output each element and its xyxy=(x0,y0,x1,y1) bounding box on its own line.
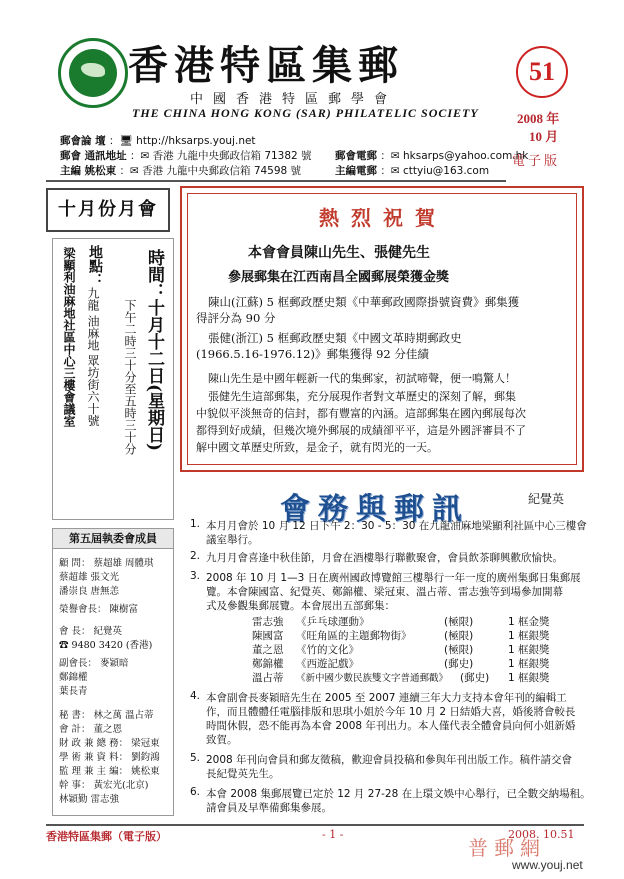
email-value[interactable]: hksarps@yahoo.com.hk xyxy=(402,150,529,162)
meeting-place-2: 梁顯利油麻地社區中心三樓會議室 xyxy=(62,247,76,427)
news-item-number: 2. xyxy=(190,550,201,562)
exhibitor-name: 董之恩 xyxy=(252,644,284,656)
editor-row xyxy=(60,163,301,178)
news-item-text: 本會副會長麥穎暗先生在 2005 至 2007 連續三年大力支持本會年刊的編輯工 xyxy=(206,692,567,704)
committee-line: 顧 問： 蔡超雄 周體琪 xyxy=(59,558,154,569)
exhibit-title: 《西遊記戲》 xyxy=(296,658,359,670)
committee-line: ☎ 9480 3420 (香港) xyxy=(59,640,153,651)
committee-box xyxy=(52,528,174,816)
news-item-number: 4. xyxy=(190,690,201,702)
forum-row xyxy=(60,133,256,148)
news-item-text: 本會 2008 集郵展覽已定於 12 月 27-28 在上環文娛中心舉行，已全數交納場租。 xyxy=(206,788,591,800)
meeting-date: 十月十二日(星期日) xyxy=(144,299,164,452)
exhibit-title: 《新中國少數民族雙文字普通郵戳》 xyxy=(296,673,449,684)
exhibit-award: 1 框銀獎 xyxy=(508,658,550,670)
exhibit-award: 1 框銀獎 xyxy=(508,644,550,656)
news-item-number: 6. xyxy=(190,786,201,798)
entry-chen-line2: 得評分為 90 分 xyxy=(196,311,276,325)
committee-line: 榮譽會長： 陳樹富 xyxy=(59,604,139,615)
committee-line: 潘崇良 唐無恙 xyxy=(59,586,120,597)
congrats-para2: 中貌似平淡無奇的信封，都有豐富的內涵。這部郵集在國內郵展每次 xyxy=(196,407,526,420)
email-icon: ：✉ xyxy=(380,165,403,177)
exhibitor-name: 陳國富 xyxy=(252,630,284,642)
exhibitor-name: 溫占蒂 xyxy=(252,672,284,684)
exhibit-title: 《竹的文化》 xyxy=(296,644,359,656)
congrats-para2: 解中國文革歷史所致，是金子，就有閃光的一天。 xyxy=(196,441,438,454)
editor-email-row xyxy=(335,163,489,178)
footer-publication: 香港特區集郵（電子版） xyxy=(46,830,167,843)
header-divider xyxy=(46,180,506,182)
address-row xyxy=(60,148,312,163)
issue-month: 10 月 xyxy=(529,129,559,144)
exhibit-type: (極限) xyxy=(444,630,474,642)
issue-number-badge: 51 xyxy=(516,46,568,98)
footer-issue: 2008. 10.51 xyxy=(508,828,575,841)
address-value: 香港 九龍中央郵政信箱 71382 號 xyxy=(152,150,312,162)
news-item-text: 九月月會喜逢中秋佳節，月會在酒樓舉行聯歡聚會，會員飲茶聊興歡欣愉快。 xyxy=(206,552,563,564)
committee-line: 林穎勤 雷志強 xyxy=(59,794,120,805)
email-icon: ：✉ xyxy=(380,150,403,162)
news-item-text: 請會員及早準備郵集參展。 xyxy=(206,802,332,814)
committee-line: 監 理 兼 主 編： 姚松東 xyxy=(59,766,160,777)
meeting-hours: 下午二時三十分至五時三十分 xyxy=(123,299,137,455)
entry-chen-line1: 陳山(江蘇) 5 框郵政歷史類《中華郵政國際掛號資費》郵集獲 xyxy=(208,295,520,309)
masthead-subtitle-en: THE CHINA HONG KONG (SAR) PHILATELIC SOCIETY xyxy=(132,106,479,120)
editor-email-value[interactable]: cttyiu@163.com xyxy=(402,165,490,177)
monthly-meeting-title: 十月份月會 xyxy=(46,188,170,232)
congrats-para2: 都得到好成績，但幾次境外郵展的成績卻平平，這是外國評審員不了 xyxy=(196,424,526,437)
mail-icon: ：✉ xyxy=(119,165,143,177)
exhibitor-name: 雷志強 xyxy=(252,616,284,628)
monthly-meeting-box xyxy=(52,238,174,520)
site-watermark: 普郵網 xyxy=(468,836,546,860)
monitor-icon: ：🖥 xyxy=(109,135,137,147)
editor-address: 香港 九龍中央郵政信箱 74598 號 xyxy=(142,165,302,177)
exhibit-award: 1 框金獎 xyxy=(508,616,550,628)
news-section-title: 會務與郵訊 xyxy=(280,492,470,527)
exhibitor-name: 鄭錦權 xyxy=(252,658,284,670)
congrats-para2: 張健先生這部郵集，充分展現作者對文革歷史的深刻了解，郵集 xyxy=(208,390,516,403)
time-label: 時間： xyxy=(144,249,164,300)
news-item-text: 2008 年刊向會員和郵友徵稿，歡迎會員投稿和參與年刊出版工作。稿件請交會 xyxy=(206,754,573,766)
committee-line: 會 長： 紀覺英 xyxy=(59,626,123,637)
entry-zhang-line1: 張健(浙江) 5 框郵政歷史類《中國文革時期郵政史 xyxy=(208,331,462,345)
committee-line: 副會長： 麥穎暗 xyxy=(59,658,129,669)
news-item-text: 長紀覺英先生。 xyxy=(206,768,280,780)
masthead-title: 香港特區集郵 xyxy=(128,42,404,89)
place-label: 地點： xyxy=(87,245,103,287)
exhibit-title: 《乒乓球運動》 xyxy=(296,616,370,628)
news-item-text: 覽。本會陳國富、紀覺英、鄭錦權、梁冠東、溫占蒂、雷志強等到場參加開幕 xyxy=(206,586,563,598)
email-row xyxy=(335,148,528,163)
news-item-number: 5. xyxy=(190,752,201,764)
news-item-text: 作，而且體體任電腦排版和思琪小姐於今年 10 月 2 日結婚大喜，婚後將會較長 xyxy=(206,706,576,718)
committee-title: 第五屆執委會成員 xyxy=(53,529,173,549)
congratulations-title: 熱烈祝賀 xyxy=(319,206,447,230)
congratulations-box xyxy=(180,186,584,472)
committee-line: 學 術 兼 資 料： 劉鈞鴻 xyxy=(59,752,160,763)
committee-line: 葉長青 xyxy=(59,686,88,697)
editor-label: 主編 姚松東 xyxy=(60,165,117,177)
masthead-subtitle-zh: 中國香港特區郵學會 xyxy=(190,92,398,107)
exhibit-type: (極限) xyxy=(444,644,474,656)
news-item-text: 時間休假，恐不能再為本會 2008 年刊出力。本人僅代表全體會員向何小姐新婚 xyxy=(206,720,576,732)
news-item-text: 式及參觀集郵展覽。本會展出五部郵集： xyxy=(206,600,395,612)
news-item-number: 1. xyxy=(190,518,201,530)
committee-line: 鄭錦權 xyxy=(59,672,88,683)
email-label: 郵會電郵 xyxy=(335,150,377,162)
edition-label: 電子版 xyxy=(512,154,561,169)
congrats-headline: 本會會員陳山先生、張健先生 xyxy=(248,245,430,261)
meeting-place-1: 九龍 油麻地 眾坊街六十號 xyxy=(86,287,100,427)
footer-page-number: - 1 - xyxy=(322,828,344,841)
site-watermark-url: www.youj.net xyxy=(512,858,583,872)
society-logo xyxy=(58,38,128,108)
forum-label: 郵會論 壇 xyxy=(60,135,106,147)
news-item-text: 本月月會於 10 月 12 日下午 2：30 - 5：30 在九龍油麻地梁顯利社區中心三樓會 xyxy=(206,520,587,532)
footer-divider xyxy=(46,824,584,826)
news-item-number: 3. xyxy=(190,570,201,582)
committee-line: 幹 事： 黃宏光(北京) xyxy=(59,780,149,791)
news-author: 紀覺英 xyxy=(528,492,565,506)
address-label: 郵會 通訊地址 xyxy=(60,150,127,162)
editor-email-label: 主編電郵 xyxy=(335,165,377,177)
committee-line: 蔡超雄 張文光 xyxy=(59,572,120,583)
congrats-subheadline: 參展郵集在江西南昌全國郵展榮獲金獎 xyxy=(228,270,450,285)
committee-line: 財 政 兼 總 務： 梁冠東 xyxy=(59,738,160,749)
committee-line: 秘 書： 林之萬 溫占蒂 xyxy=(59,710,154,721)
issue-year: 2008 年 xyxy=(517,111,560,126)
news-item-text: 2008 年 10 月 1—3 日在廣州國政博覽館三樓舉行一年一度的廣州集郵日集郵展 xyxy=(206,572,581,584)
congrats-para1: 陳山先生是中國年輕新一代的集郵家，初試啼聲，便一鳴驚人！ xyxy=(208,372,516,385)
committee-line: 會 計： 董之恩 xyxy=(59,724,123,735)
news-item-text: 致賀。 xyxy=(206,734,238,746)
exhibit-award: 1 框銀獎 xyxy=(508,672,550,684)
exhibit-type: (郵史) xyxy=(444,658,474,670)
entry-zhang-line2: (1966.5.16-1976.12)》郵集獲得 92 分佳績 xyxy=(196,347,429,361)
exhibit-award: 1 框銀獎 xyxy=(508,630,550,642)
exhibit-title: 《旺角區的主題郵物街》 xyxy=(296,630,412,642)
news-item-text: 議室舉行。 xyxy=(206,534,259,546)
forum-url[interactable]: http://hksarps.youj.net xyxy=(136,135,256,147)
exhibit-type: (極限) xyxy=(444,616,474,628)
mail-icon: ：✉ xyxy=(130,150,153,162)
exhibit-type: (郵史) xyxy=(460,672,490,684)
